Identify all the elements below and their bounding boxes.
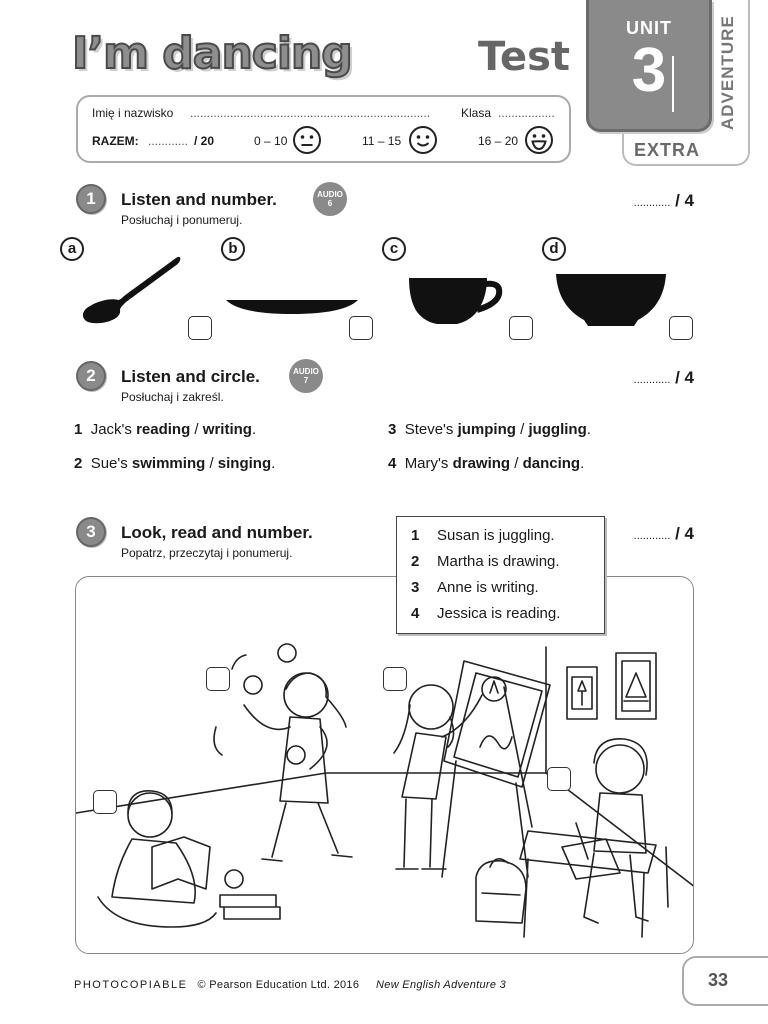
audio-6-badge (313, 182, 347, 216)
sentence-text: Anne is writing. (437, 579, 539, 596)
circle-item-2: 2 Sue's swimming / singing. (74, 455, 276, 472)
class-label: Klasa (461, 106, 492, 120)
audio-track-number: 6 (327, 199, 333, 208)
score-dots: ............ (633, 374, 671, 386)
name-field[interactable]: ........................................................................ (190, 106, 431, 120)
circle-item-4: 4 Mary's drawing / dancing. (388, 455, 585, 472)
smile-face-icon (408, 125, 438, 155)
audio-word: AUDIO (293, 367, 319, 376)
big-smile-face-icon (524, 125, 554, 155)
option-a[interactable]: jumping (457, 421, 516, 438)
sentence-4 (411, 605, 560, 622)
audio-word: AUDIO (317, 190, 343, 199)
answer-box-d[interactable] (669, 316, 693, 340)
unit-number: 3 (631, 36, 667, 105)
page-number: 33 (708, 970, 729, 990)
exercise-1-number: 1 (76, 184, 106, 214)
extra-label: EXTRA (633, 140, 700, 160)
footer (74, 979, 506, 991)
sentence-text: Susan is juggling. (437, 527, 555, 544)
score-max: / 4 (675, 524, 694, 543)
score-dots: ............ (633, 530, 671, 542)
sentence-number: 3 (411, 579, 420, 596)
answer-box-a[interactable] (188, 316, 212, 340)
sentence-box (396, 516, 605, 634)
total-field[interactable]: ............ (148, 134, 189, 148)
range-high: 16 – 20 (478, 134, 519, 148)
spoon-icon (78, 250, 188, 330)
unit-divider (672, 56, 674, 112)
score-max: / 4 (675, 368, 694, 387)
exercise-2-score (634, 368, 694, 388)
range-mid: 11 – 15 (362, 134, 402, 148)
scene-answer-box-reading[interactable] (93, 790, 117, 814)
exercise-1-title: Listen and number. (121, 190, 277, 209)
range-low: 0 – 10 (254, 134, 288, 148)
item-subject: Steve's (404, 421, 454, 438)
audio-7-badge (289, 359, 323, 393)
item-subject: Sue's (90, 455, 128, 472)
page-title: I’m dancing (72, 28, 352, 79)
option-b[interactable]: writing (202, 421, 252, 438)
scene-answer-box-drawing[interactable] (383, 667, 407, 691)
audio-track-number: 7 (303, 376, 309, 385)
sentence-3 (411, 579, 539, 596)
exercise-3-title: Look, read and number. (121, 523, 313, 542)
exercise-2-number: 2 (76, 361, 106, 391)
picture-label-b: b (221, 237, 245, 261)
exercise-2-title: Listen and circle. (121, 367, 260, 386)
item-subject: Mary's (404, 455, 449, 472)
scene-answer-box-juggling[interactable] (206, 667, 230, 691)
sentence-number: 1 (411, 527, 420, 544)
item-number: 2 (74, 455, 83, 472)
exercise-1-score (634, 191, 694, 211)
option-b[interactable]: dancing (522, 455, 581, 472)
bowl-icon (552, 266, 670, 332)
name-label: Imię i nazwisko (92, 106, 174, 120)
option-b[interactable]: singing (217, 455, 272, 472)
class-field[interactable]: ................. (498, 106, 555, 120)
item-number: 3 (388, 421, 397, 438)
plate-icon (224, 290, 360, 320)
circle-item-3: 3 Steve's jumping / juggling. (388, 421, 591, 438)
score-max: / 4 (675, 191, 694, 210)
sentence-text: Jessica is reading. (437, 605, 561, 622)
photocopiable-label: PHOTOCOPIABLE (74, 979, 188, 991)
option-a[interactable]: reading (136, 421, 191, 438)
picture-label-a: a (60, 237, 84, 261)
item-subject: Jack's (90, 421, 132, 438)
picture-label-d: d (542, 237, 566, 261)
exercise-2-subtitle: Posłuchaj i zakreśl. (121, 390, 224, 404)
scene-answer-box-writing[interactable] (547, 767, 571, 791)
total-max: / 20 (194, 134, 215, 148)
score-dots: ............ (633, 197, 671, 209)
sentence-1 (411, 527, 555, 544)
cup-icon (405, 270, 505, 330)
book-title: New English Adventure 3 (376, 979, 507, 991)
item-number: 4 (388, 455, 397, 472)
answer-box-c[interactable] (509, 316, 533, 340)
item-number: 1 (74, 421, 83, 438)
copyright: © Pearson Education Ltd. 2016 (197, 979, 360, 991)
sentence-number: 2 (411, 553, 420, 570)
total-label: RAZEM: (92, 134, 139, 148)
neutral-face-icon (292, 125, 322, 155)
test-label: Test (478, 34, 571, 80)
exercise-1-subtitle: Posłuchaj i ponumeruj. (121, 213, 243, 227)
option-b[interactable]: juggling (528, 421, 587, 438)
exercise-3-subtitle: Popatrz, przeczytaj i ponumeruj. (121, 546, 293, 560)
picture-label-c: c (382, 237, 406, 261)
option-a[interactable]: drawing (452, 455, 511, 472)
sentence-2 (411, 553, 560, 570)
answer-box-b[interactable] (349, 316, 373, 340)
option-a[interactable]: swimming (131, 455, 206, 472)
sentence-number: 4 (411, 605, 420, 622)
series-label: ADVENTURE (718, 15, 737, 130)
exercise-3-score (634, 524, 694, 544)
unit-word: UNIT (626, 18, 672, 38)
exercise-3-number: 3 (76, 517, 106, 547)
circle-item-1: 1 Jack's reading / writing. (74, 421, 257, 438)
sentence-text: Martha is drawing. (437, 553, 560, 570)
